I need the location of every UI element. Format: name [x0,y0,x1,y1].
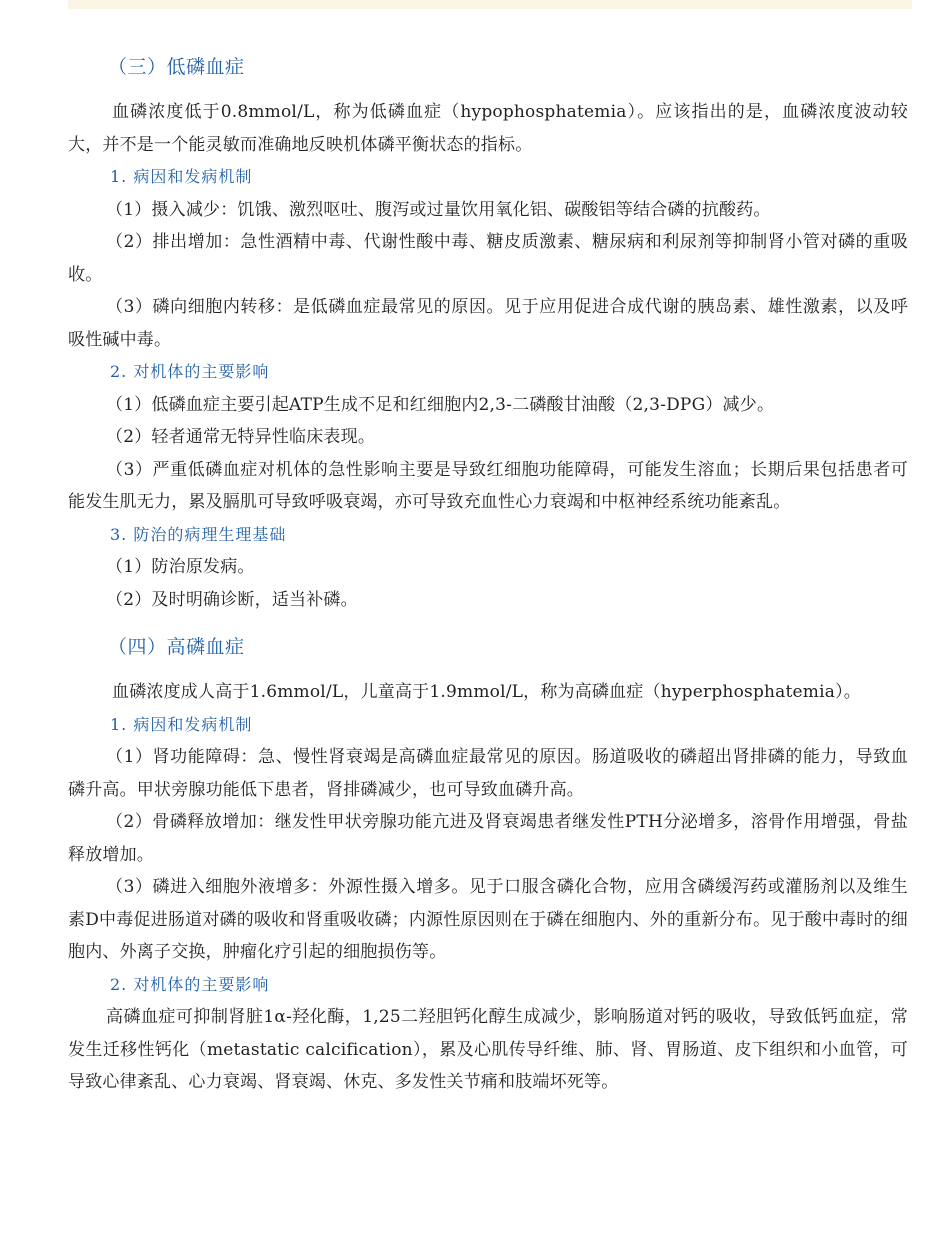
paragraph: （2）骨磷释放增加：继发性甲状旁腺功能亢进及肾衰竭患者继发性PTH分泌增多，溶骨作用增强，骨盐释放增加。 [68,812,908,865]
paragraph: （1）摄入减少：饥饿、激烈呕吐、腹泻或过量饮用氧化铝、碳酸铝等结合磷的抗酸药。 [106,199,771,220]
paragraph: （2）排出增加：急性酒精中毒、代谢性酸中毒、糖皮质激素、糖尿病和利尿剂等抑制肾小管对磷的重吸收。 [68,232,908,285]
paragraph: （3）严重低磷血症对机体的急性影响主要是导致红细胞功能障碍，可能发生溶血；长期后果包括患者可能发生肌无力，累及膈肌可导致呼吸衰竭，亦可导致充血性心力衰竭和中枢神经系统功能紊乱。 [68,459,908,512]
paragraph: （2）及时明确诊断，适当补磷。 [106,589,358,610]
subsection-heading-effects: 2. 对机体的主要影响 [110,974,270,994]
subsection-heading-etiology: 1. 病因和发病机制 [110,167,253,186]
section-intro-hyperphosphatemia: 血磷浓度成人高于1.6mmol/L，儿童高于1.9mmol/L，称为高磷血症（hyperphosphatemia）。 [112,682,861,702]
subsection-heading-treatment: 3. 防治的病理生理基础 [110,524,287,544]
page-top-band [68,0,912,9]
document-page [68,48,908,1099]
paragraph: （1）肾功能障碍：急、慢性肾衰竭是高磷血症最常见的原因。肠道吸收的磷超出肾排磷的能力，导致血磷升高。甲状旁腺功能低下患者，肾排磷减少，也可导致血磷升高。 [68,747,908,800]
paragraph: （3）磷向细胞内转移：是低磷血症最常见的原因。见于应用促进合成代谢的胰岛素、雄性激素，以及呼吸性碱中毒。 [68,297,908,350]
paragraph: （1）防治原发病。 [106,557,255,577]
paragraph: （3）磷进入细胞外液增多：外源性摄入增多。见于口服含磷化合物，应用含磷缓泻药或灌肠剂以及维生素D中毒促进肠道对磷的吸收和肾重吸收磷；内源性原因则在于磷在细胞内、外的重新分布。见于酸中毒时的细胞内、外离子交换，肿瘤化疗引起的细胞损伤等。 [68,877,908,962]
section-intro-hypophosphatemia: 血磷浓度低于0.8mmol/L，称为低磷血症（hypophosphatemia）。应该指出的是，血磷浓度波动较大，并不是一个能灵敏而准确地反映机体磷平衡状态的指标。 [68,102,908,155]
paragraph: （2）轻者通常无特异性临床表现。 [106,427,376,447]
paragraph: （1）低磷血症主要引起ATP生成不足和红细胞内2,3-二磷酸甘油酸（2,3-DPG）减少。 [106,394,775,415]
section-heading-hyperphosphatemia: （四）高磷血症 [108,636,245,658]
subsection-heading-etiology: 1. 病因和发病机制 [110,714,253,734]
subsection-heading-effects: 2. 对机体的主要影响 [110,362,270,381]
section-heading-hypophosphatemia: （三）低磷血症 [108,56,245,78]
paragraph: 高磷血症可抑制肾脏1α-羟化酶，1,25二羟胆钙化醇生成减少，影响肠道对钙的吸收，导致低钙血症，常发生迁移性钙化（metastatic calcification），累及心肌传导纤维、肺、肾、胃肠道、皮下组织和小血管，可导致心律紊乱、心力衰竭、肾衰竭、休克、多发性关节痛和肢端坏死等。 [68,1007,908,1092]
